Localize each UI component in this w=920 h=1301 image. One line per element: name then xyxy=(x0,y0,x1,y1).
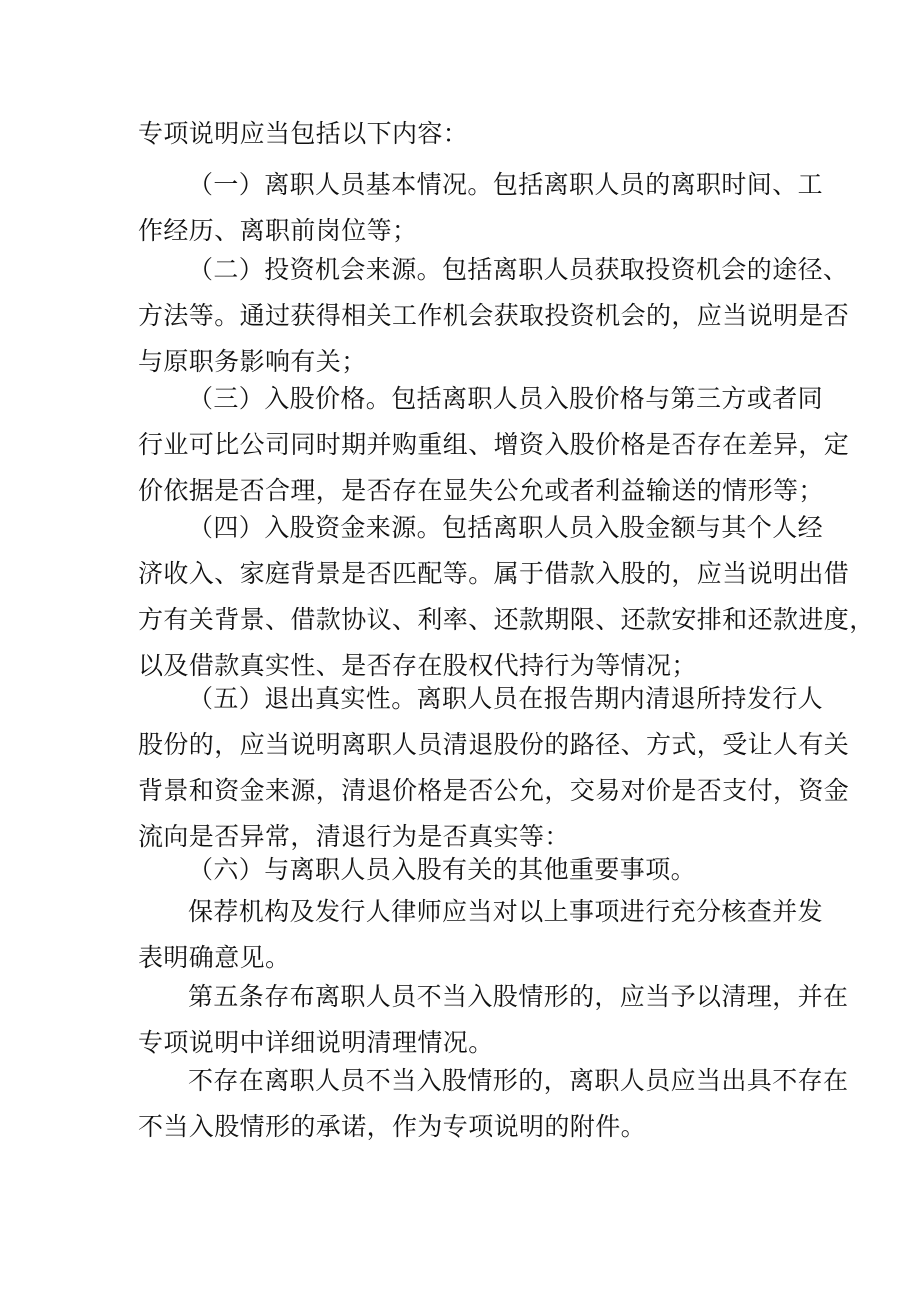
text-line: 济收入、家庭背景是否匹配等。属于借款入股的，应当说明出借 xyxy=(138,559,850,588)
article-5-paragraph xyxy=(138,974,849,1066)
text-line: 以及借款真实性、是否存在股权代持行为等情况； xyxy=(138,651,697,680)
text-line: 作经历、离职前岗位等； xyxy=(138,216,418,245)
item-1-paragraph xyxy=(138,162,824,254)
text-line: 表明确意见。 xyxy=(138,943,291,972)
text-line: （一）离职人员基本情况。包括离职人员的离职时间、工 xyxy=(188,170,824,199)
text-line: 不当入股情形的承诺，作为专项说明的附件。 xyxy=(138,1112,647,1141)
text-line: 第五条存布离职人员不当入股情形的，应当予以清理，并在 xyxy=(188,982,849,1011)
text-line: （四）入股资金来源。包括离职人员入股金额与其个人经 xyxy=(188,513,824,542)
text-line: 行业可比公司同时期并购重组、增资入股价格是否存在差异，定 xyxy=(138,430,850,459)
text-line: 流向是否异常，清退行为是否真实等： xyxy=(138,822,570,851)
item-2-paragraph xyxy=(138,247,850,385)
text-line: 保荐机构及发行人律师应当对以上事项进行充分核查并发 xyxy=(188,897,824,926)
sponsor-paragraph xyxy=(138,889,824,981)
text-line: 与原职务影响有关； xyxy=(138,347,367,376)
text-line: （六）与离职人员入股有关的其他重要事项。 xyxy=(188,855,697,884)
text-line: 股份的，应当说明离职人员清退股份的路径、方式，受让人有关 xyxy=(138,730,850,759)
text-line: （二）投资机会来源。包括离职人员获取投资机会的途径、 xyxy=(188,255,849,284)
item-3-paragraph xyxy=(138,376,850,514)
item-6-paragraph xyxy=(138,847,788,893)
no-improper-paragraph xyxy=(138,1058,849,1150)
text-line: 专项说明应当包括以下内容： xyxy=(138,119,469,148)
text-line: 方法等。通过获得相关工作机会获取投资机会的，应当说明是否 xyxy=(138,301,850,330)
text-line: （五）退出真实性。离职人员在报告期内清退所持发行人 xyxy=(188,684,824,713)
text-line: （三）入股价格。包括离职人员入股价格与第三方或者同 xyxy=(188,384,824,413)
text-line: 价依据是否合理，是否存在显失公允或者利益输送的情形等； xyxy=(138,476,824,505)
text-line: 背景和资金来源，清退价格是否公允，交易对价是否支付，资金 xyxy=(138,776,850,805)
text-line: 不存在离职人员不当入股情形的，离职人员应当出具不存在 xyxy=(188,1066,849,1095)
item-4-paragraph xyxy=(138,505,875,689)
text-line: 专项说明中详细说明清理情况。 xyxy=(138,1028,494,1057)
intro-paragraph xyxy=(138,111,788,157)
text-line: 方有关背景、借款协议、利率、还款期限、还款安排和还款进度， xyxy=(138,605,875,634)
item-5-paragraph xyxy=(138,676,850,860)
